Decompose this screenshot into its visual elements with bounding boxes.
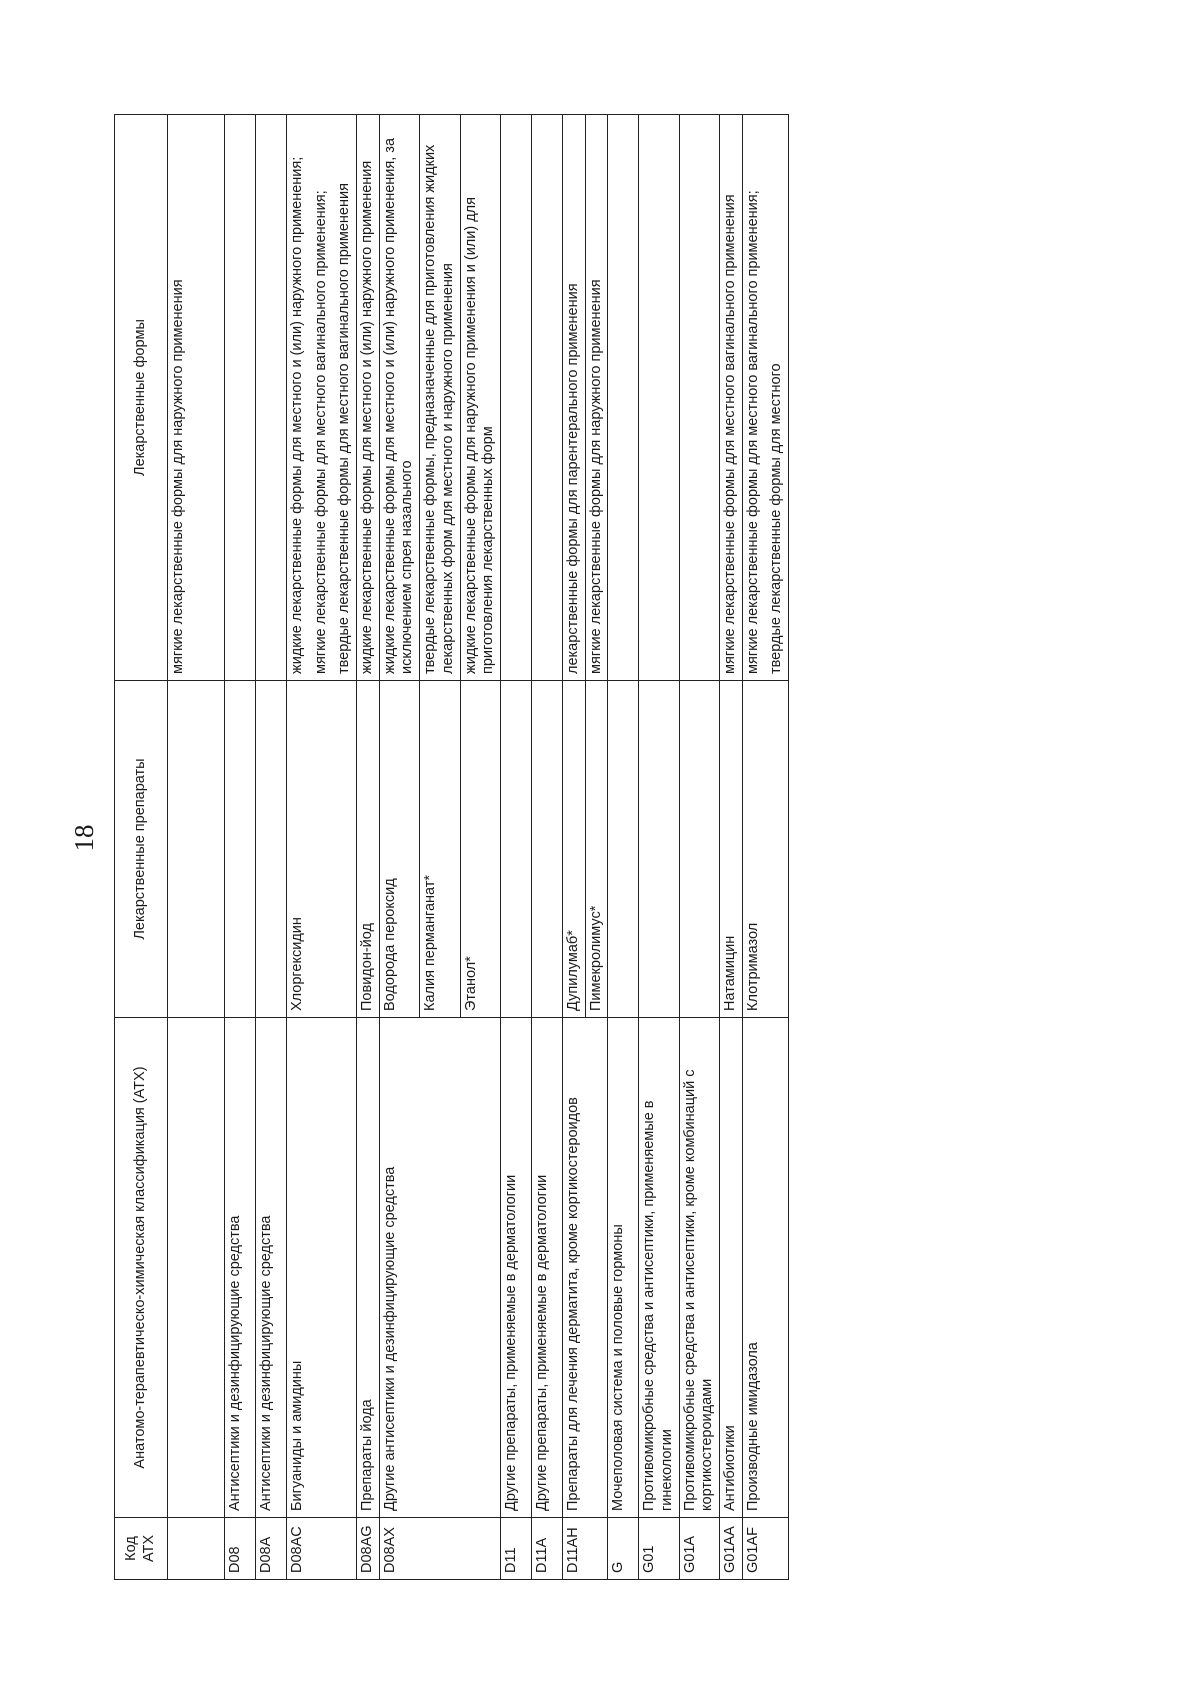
cell-forms: жидкие лекарственные формы для местного и (или) наружного применения bbox=[357, 115, 380, 681]
cell-code bbox=[168, 1518, 225, 1580]
cell-forms bbox=[679, 115, 719, 681]
header-classification: Анатомо-терапевтическо-химическая классификация (АТХ) bbox=[115, 1018, 168, 1518]
cell-drug bbox=[168, 681, 225, 1018]
table-row bbox=[742, 115, 788, 1580]
cell-classification: Другие препараты, применяемые в дерматологии bbox=[531, 1018, 562, 1518]
form-line: мягкие лекарственные формы для местного вагинального применения; bbox=[744, 190, 761, 674]
cell-forms bbox=[742, 115, 788, 681]
cell-code: G01AA bbox=[720, 1518, 743, 1580]
cell-drug: Дупилумаб* bbox=[562, 681, 585, 1018]
cell-drug bbox=[608, 681, 639, 1018]
table-row bbox=[679, 115, 719, 1580]
drug-table bbox=[114, 114, 789, 1580]
cell-drug bbox=[256, 681, 287, 1018]
header-drugs: Лекарственные препараты bbox=[115, 681, 168, 1018]
cell-classification: Препараты йода bbox=[357, 1018, 380, 1518]
cell-forms bbox=[225, 115, 256, 681]
table-row bbox=[287, 115, 357, 1580]
cell-forms: твердые лекарственные формы, предназначенные для приготовления жидких лекарственных форм для местного и наружного применения bbox=[420, 115, 460, 681]
cell-code: D11 bbox=[500, 1518, 531, 1580]
form-line: твердые лекарственные формы для местного bbox=[768, 363, 785, 674]
cell-forms bbox=[500, 115, 531, 681]
cell-classification: Мочеполовая система и половые гормоны bbox=[608, 1018, 639, 1518]
form-line: твердые лекарственные формы для местного вагинального применения bbox=[336, 183, 353, 674]
table-row bbox=[256, 115, 287, 1580]
cell-drug: Клотримазол bbox=[742, 681, 788, 1018]
cell-drug: Хлоргексидин bbox=[287, 681, 357, 1018]
cell-forms: жидкие лекарственные формы для наружного применения и (или) для приготовления лекарственных форм bbox=[460, 115, 500, 681]
cell-code: D08AX bbox=[379, 1518, 500, 1580]
cell-forms: лекарственные формы для парентерального применения bbox=[562, 115, 585, 681]
table-row bbox=[720, 115, 743, 1580]
cell-classification: Антисептики и дезинфицирующие средства bbox=[256, 1018, 287, 1518]
table-row bbox=[562, 115, 585, 1580]
cell-classification: Препараты для лечения дерматита, кроме кортикостероидов bbox=[562, 1018, 607, 1518]
cell-code: D11AH bbox=[562, 1518, 607, 1580]
cell-classification: Другие препараты, применяемые в дерматологии bbox=[500, 1018, 531, 1518]
cell-forms: мягкие лекарственные формы для наружного применения bbox=[585, 115, 608, 681]
cell-drug bbox=[500, 681, 531, 1018]
cell-classification: Антибиотики bbox=[720, 1018, 743, 1518]
cell-classification: Другие антисептики и дезинфицирующие средства bbox=[379, 1018, 500, 1518]
cell-forms bbox=[531, 115, 562, 681]
cell-code: G01AF bbox=[742, 1518, 788, 1580]
cell-drug bbox=[225, 681, 256, 1018]
header-forms: Лекарственные формы bbox=[115, 115, 168, 681]
cell-forms bbox=[287, 115, 357, 681]
cell-classification: Противомикробные средства и антисептики, применяемые в гинекологии bbox=[639, 1018, 679, 1518]
cell-forms bbox=[168, 115, 225, 681]
table-row bbox=[168, 115, 225, 1580]
cell-code: G01 bbox=[639, 1518, 679, 1580]
cell-code: G bbox=[608, 1518, 639, 1580]
cell-forms bbox=[608, 115, 639, 681]
header-code: Код АТХ bbox=[115, 1518, 168, 1580]
cell-code: G01A bbox=[679, 1518, 719, 1580]
cell-forms: мягкие лекарственные формы для местного вагинального применения bbox=[720, 115, 743, 681]
cell-drug: Повидон-йод bbox=[357, 681, 380, 1018]
table-row bbox=[639, 115, 679, 1580]
table-row bbox=[531, 115, 562, 1580]
table-row bbox=[225, 115, 256, 1580]
table-header-row bbox=[115, 115, 168, 1580]
cell-classification: Бигуаниды и амидины bbox=[287, 1018, 357, 1518]
form-line: жидкие лекарственные формы для местного и (или) наружного применения; bbox=[289, 156, 305, 674]
table-row bbox=[357, 115, 380, 1580]
cell-drug: Калия перманганат* bbox=[420, 681, 460, 1018]
cell-classification: Противомикробные средства и антисептики, кроме комбинаций с кортикостероидами bbox=[679, 1018, 719, 1518]
form-line: мягкие лекарственные формы для наружного применения bbox=[170, 279, 186, 674]
cell-drug bbox=[679, 681, 719, 1018]
cell-drug: Натамицин bbox=[720, 681, 743, 1018]
cell-drug bbox=[531, 681, 562, 1018]
cell-drug: Пимекролимус* bbox=[585, 681, 608, 1018]
cell-drug bbox=[639, 681, 679, 1018]
table-row bbox=[608, 115, 639, 1580]
rotated-page bbox=[114, 115, 1060, 1580]
cell-code: D08AC bbox=[287, 1518, 357, 1580]
cell-forms: жидкие лекарственные формы для местного и (или) наружного применения, за исключением спрея назального bbox=[379, 115, 419, 681]
cell-drug: Этанол* bbox=[460, 681, 500, 1018]
page-number: 18 bbox=[69, 824, 99, 852]
cell-forms bbox=[256, 115, 287, 681]
cell-code: D08A bbox=[256, 1518, 287, 1580]
cell-code: D11A bbox=[531, 1518, 562, 1580]
table-row bbox=[379, 115, 419, 1580]
cell-code: D08 bbox=[225, 1518, 256, 1580]
cell-classification: Антисептики и дезинфицирующие средства bbox=[225, 1018, 256, 1518]
cell-classification: Производные имидазола bbox=[742, 1018, 788, 1518]
cell-forms bbox=[639, 115, 679, 681]
form-line: мягкие лекарственные формы для местного вагинального применения; bbox=[312, 190, 329, 674]
cell-classification bbox=[168, 1018, 225, 1518]
table-row bbox=[500, 115, 531, 1580]
cell-code: D08AG bbox=[357, 1518, 380, 1580]
cell-drug: Водорода пероксид bbox=[379, 681, 419, 1018]
